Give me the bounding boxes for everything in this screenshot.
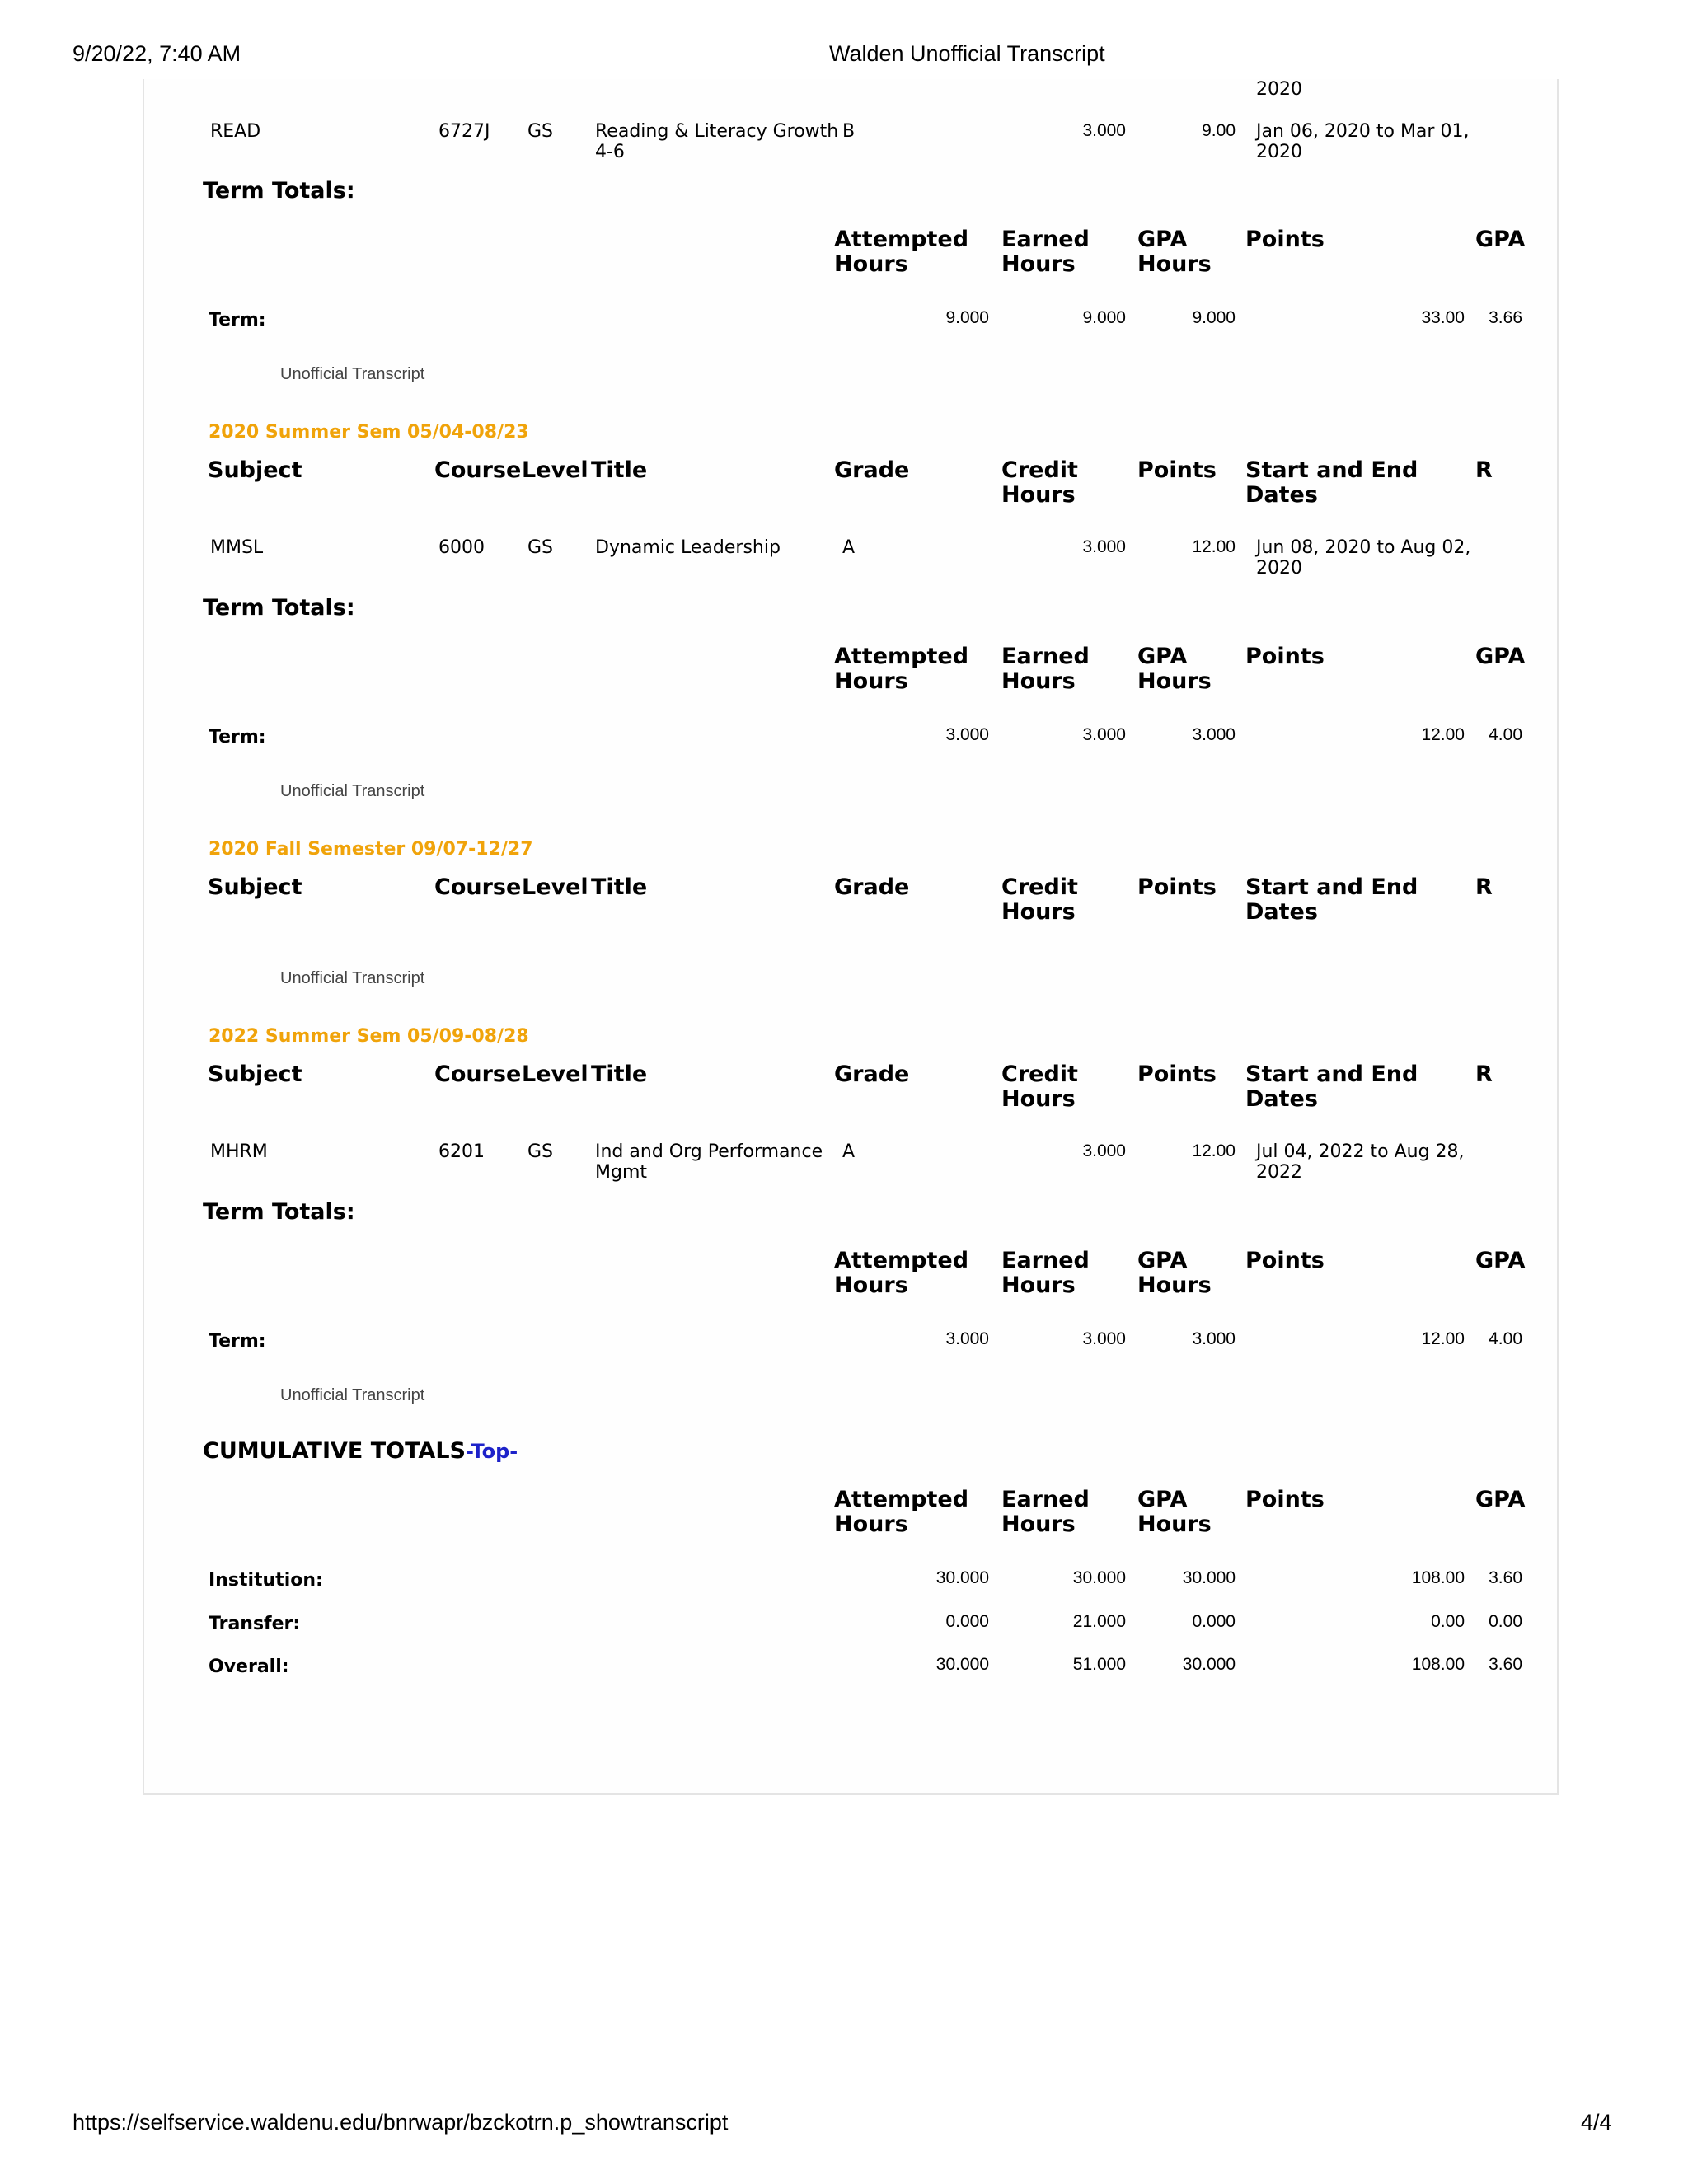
watermark-text: Unofficial Transcript: [280, 782, 425, 800]
read-row-points: 9.00: [1202, 121, 1236, 140]
term-totals-heading: Term Totals:: [203, 595, 355, 621]
semester-heading: 2022 Summer Sem 05/09-08/28: [209, 1026, 529, 1047]
summer2020-totals-hdr-points: Points: [1245, 644, 1325, 669]
cumulative-row-0-earned: 30.000: [1072, 1568, 1126, 1587]
summer2022-hdr-points: Points: [1137, 1062, 1217, 1087]
summer2022-term-gpa-hours: 3.000: [1192, 1329, 1236, 1348]
read-row-title: Reading & Literacy Growth 4-6: [595, 121, 839, 162]
mhrm-row-points: 12.00: [1192, 1141, 1236, 1160]
summer2022-totals-hdr-earned-hours: Earned Hours: [1001, 1248, 1090, 1298]
cumulative-row-2-gpa-hours: 30.000: [1182, 1655, 1236, 1674]
cumulative-row-label: Overall:: [209, 1657, 289, 1677]
fall2020-hdr-level: Level: [522, 874, 588, 900]
cumulative-row-2-earned: 51.000: [1072, 1655, 1126, 1674]
summer2022-totals-hdr-gpa: GPA: [1475, 1248, 1526, 1273]
summer2020-totals-hdr-attempted-hours: Attempted Hours: [834, 644, 969, 694]
read-row-course: 6727J: [438, 121, 490, 142]
read-row-level: GS: [528, 121, 554, 142]
cumulative-row-0-points: 108.00: [1411, 1568, 1465, 1587]
semester-heading: 2020 Summer Sem 05/04-08/23: [209, 422, 529, 443]
read-row-grade: B: [842, 121, 856, 142]
cumulative-totals-heading: [203, 1438, 518, 1464]
summer2022-totals-hdr-attempted-hours: Attempted Hours: [834, 1248, 969, 1298]
summer2022-hdr-start-end-dates: Start and End Dates: [1245, 1062, 1418, 1112]
carryover-term-points: 33.00: [1421, 308, 1465, 327]
cumulative-totals-hdr-gpa: GPA: [1475, 1487, 1526, 1512]
read-row-subject: READ: [210, 121, 261, 142]
print-page-number: 4/4: [1581, 2110, 1612, 2135]
cumulative-row-1-gpa-hours: 0.000: [1192, 1612, 1236, 1631]
mhrm-row-subject: MHRM: [210, 1141, 268, 1162]
cumulative-totals-hdr-gpa-hours: GPA Hours: [1137, 1487, 1212, 1537]
summer2020-term-gpa-hours: 3.000: [1192, 725, 1236, 744]
mhrm-row-grade: A: [842, 1141, 856, 1162]
mmsl-row-subject: MMSL: [210, 537, 264, 558]
fall2020-hdr-course: Course: [434, 874, 522, 900]
carryover-totals-hdr-gpa: GPA: [1475, 227, 1526, 252]
summer2020-term-points: 12.00: [1421, 725, 1465, 744]
carryover-totals-hdr-points: Points: [1245, 227, 1325, 252]
cumulative-row-2-attempted: 30.000: [935, 1655, 989, 1674]
fall2020-hdr-subject: Subject: [208, 874, 302, 900]
cumulative-totals-label: CUMULATIVE TOTALS: [203, 1438, 466, 1464]
summer2022-hdr-r: R: [1475, 1062, 1493, 1087]
watermark-text: Unofficial Transcript: [280, 1386, 425, 1404]
carryover-term-attempted: 9.000: [945, 308, 989, 327]
transcript-panel: [143, 79, 1559, 1795]
term-totals-heading: Term Totals:: [203, 1199, 355, 1225]
semester-heading: 2020 Fall Semester 09/07-12/27: [209, 839, 533, 860]
summer2022-hdr-level: Level: [522, 1062, 588, 1087]
fall2020-hdr-grade: Grade: [834, 874, 910, 900]
summer2022-term-points: 12.00: [1421, 1329, 1465, 1348]
carryover-totals-hdr-attempted-hours: Attempted Hours: [834, 227, 969, 277]
mmsl-row-credit-hours: 3.000: [1082, 537, 1126, 556]
carryover-totals-hdr-gpa-hours: GPA Hours: [1137, 227, 1212, 277]
carryover-term-earned: 9.000: [1082, 308, 1126, 327]
carryover-term-gpa: 3.66: [1489, 308, 1522, 327]
summer2020-hdr-subject: Subject: [208, 457, 302, 483]
cumulative-row-2-gpa: 3.60: [1489, 1655, 1522, 1674]
fall2020-hdr-r: R: [1475, 874, 1493, 900]
fall2020-hdr-start-end-dates: Start and End Dates: [1245, 874, 1418, 925]
term-label: Term:: [209, 1331, 266, 1352]
cumulative-row-label: Transfer:: [209, 1614, 301, 1634]
summer2022-term-earned: 3.000: [1082, 1329, 1126, 1348]
summer2020-hdr-course: Course: [434, 457, 522, 483]
summer2020-hdr-points: Points: [1137, 457, 1217, 483]
summer2022-hdr-grade: Grade: [834, 1062, 910, 1087]
cumulative-row-label: Institution:: [209, 1570, 323, 1591]
cumulative-totals-hdr-points: Points: [1245, 1487, 1325, 1512]
cumulative-row-0-gpa-hours: 30.000: [1182, 1568, 1236, 1587]
summer2022-hdr-course: Course: [434, 1062, 522, 1087]
mhrm-row-course: 6201: [438, 1141, 485, 1162]
print-datetime: 9/20/22, 7:40 AM: [73, 41, 241, 66]
watermark-text: Unofficial Transcript: [280, 969, 425, 987]
summer2022-hdr-title: Title: [591, 1062, 648, 1087]
summer2022-totals-hdr-points: Points: [1245, 1248, 1325, 1273]
cumulative-row-2-points: 108.00: [1411, 1655, 1465, 1674]
cumulative-row-1-earned: 21.000: [1072, 1612, 1126, 1631]
cumulative-totals-hdr-attempted-hours: Attempted Hours: [834, 1487, 969, 1537]
summer2022-totals-hdr-gpa-hours: GPA Hours: [1137, 1248, 1212, 1298]
fall2020-hdr-credit-hours: Credit Hours: [1001, 874, 1078, 925]
summer2020-hdr-title: Title: [591, 457, 648, 483]
mhrm-row-level: GS: [528, 1141, 554, 1162]
summer2020-term-attempted: 3.000: [945, 725, 989, 744]
carryover-totals-hdr-earned-hours: Earned Hours: [1001, 227, 1090, 277]
mmsl-row-grade: A: [842, 537, 856, 558]
cumulative-row-1-gpa: 0.00: [1489, 1612, 1522, 1631]
summer2020-hdr-grade: Grade: [834, 457, 910, 483]
print-title: Walden Unofficial Transcript: [829, 41, 1105, 66]
summer2020-hdr-start-end-dates: Start and End Dates: [1245, 457, 1418, 508]
mmsl-row-course: 6000: [438, 537, 485, 558]
cumulative-row-0-gpa: 3.60: [1489, 1568, 1522, 1587]
summer2020-hdr-r: R: [1475, 457, 1493, 483]
mhrm-row-credit-hours: 3.000: [1082, 1141, 1126, 1160]
cumulative-row-1-attempted: 0.000: [945, 1612, 989, 1631]
term-label: Term:: [209, 310, 266, 330]
previous-row-date-tail: 2020: [1256, 79, 1302, 100]
summer2020-totals-hdr-gpa-hours: GPA Hours: [1137, 644, 1212, 694]
term-label: Term:: [209, 727, 266, 748]
mmsl-row-level: GS: [528, 537, 554, 558]
summer2020-term-earned: 3.000: [1082, 725, 1126, 744]
summer2022-term-attempted: 3.000: [945, 1329, 989, 1348]
summer2020-hdr-credit-hours: Credit Hours: [1001, 457, 1078, 508]
summer2022-hdr-credit-hours: Credit Hours: [1001, 1062, 1078, 1112]
read-row-dates: Jan 06, 2020 to Mar 01, 2020: [1256, 121, 1470, 162]
watermark-text: Unofficial Transcript: [280, 365, 425, 383]
fall2020-hdr-points: Points: [1137, 874, 1217, 900]
term-totals-heading: Term Totals:: [203, 178, 355, 204]
top-link[interactable]: -Top-: [465, 1440, 518, 1463]
mmsl-row-points: 12.00: [1192, 537, 1236, 556]
mhrm-row-title: Ind and Org Performance Mgmt: [595, 1141, 823, 1183]
read-row-credit-hours: 3.000: [1082, 121, 1126, 140]
cumulative-totals-hdr-earned-hours: Earned Hours: [1001, 1487, 1090, 1537]
summer2020-term-gpa: 4.00: [1489, 725, 1522, 744]
mmsl-row-title: Dynamic Leadership: [595, 537, 781, 558]
summer2020-totals-hdr-gpa: GPA: [1475, 644, 1526, 669]
summer2022-hdr-subject: Subject: [208, 1062, 302, 1087]
print-url: https://selfservice.waldenu.edu/bnrwapr/bzckotrn.p_showtranscript: [73, 2110, 729, 2135]
fall2020-hdr-title: Title: [591, 874, 648, 900]
summer2020-hdr-level: Level: [522, 457, 588, 483]
cumulative-row-0-attempted: 30.000: [935, 1568, 989, 1587]
mhrm-row-dates: Jul 04, 2022 to Aug 28, 2022: [1256, 1141, 1465, 1183]
carryover-term-gpa-hours: 9.000: [1192, 308, 1236, 327]
summer2022-term-gpa: 4.00: [1489, 1329, 1522, 1348]
mmsl-row-dates: Jun 08, 2020 to Aug 02, 2020: [1256, 537, 1471, 579]
cumulative-row-1-points: 0.00: [1431, 1612, 1465, 1631]
summer2020-totals-hdr-earned-hours: Earned Hours: [1001, 644, 1090, 694]
